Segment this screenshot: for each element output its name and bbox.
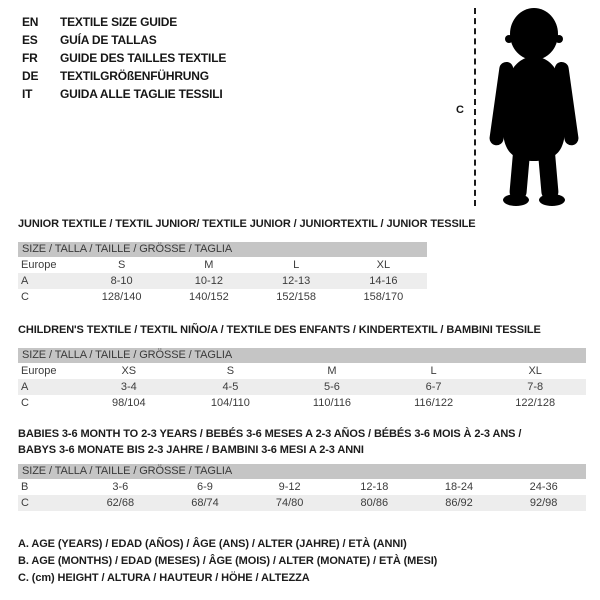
note-age-months: B. AGE (MONTHS) / EDAD (MESES) / ÂGE (MOIS) / ALTER (MONATE) / ETÀ (MESI) bbox=[18, 555, 438, 567]
language-title: GUÍA DE TALLAS bbox=[60, 33, 157, 47]
size-cell: 7-8 bbox=[527, 381, 544, 393]
size-cell: 6-7 bbox=[425, 381, 442, 393]
language-title: GUIDE DES TAILLES TEXTILE bbox=[60, 51, 227, 65]
height-measure-line bbox=[474, 8, 476, 206]
language-code: DE bbox=[22, 69, 39, 83]
babies-textile-section bbox=[18, 426, 586, 511]
row-label: C bbox=[21, 291, 29, 303]
language-guide bbox=[22, 13, 226, 103]
size-cell: 152/158 bbox=[276, 291, 316, 303]
language-row bbox=[22, 67, 226, 85]
section-title: BABIES 3-6 MONTH TO 2-3 YEARS / BEBÉS 3-6 MESES A 2-3 AÑOS / BÉBÉS 3-6 MOIS À 2-3 ANS / bbox=[18, 428, 522, 440]
size-cell: S bbox=[117, 259, 126, 271]
size-cell: M bbox=[327, 365, 337, 377]
size-cell: 3-6 bbox=[112, 481, 129, 493]
size-cell: 158/170 bbox=[363, 291, 404, 303]
size-cell: 9-12 bbox=[278, 481, 301, 493]
size-cell: 98/104 bbox=[111, 397, 146, 409]
size-cell: L bbox=[430, 365, 437, 377]
size-cell: 62/68 bbox=[106, 497, 135, 509]
size-cell: 140/152 bbox=[188, 291, 229, 303]
section-title: JUNIOR TEXTILE / TEXTIL JUNIOR/ TEXTILE JUNIOR / JUNIORTEXTIL / JUNIOR TESSILE bbox=[18, 218, 476, 230]
table-row bbox=[18, 495, 586, 511]
size-cell: 8-10 bbox=[110, 275, 133, 287]
size-cell: 24-36 bbox=[529, 481, 558, 493]
size-cell: 86/92 bbox=[445, 497, 473, 509]
size-cell: 110/116 bbox=[312, 397, 352, 409]
table-row bbox=[18, 479, 586, 495]
language-title: TEXTILGRÖßENFÜHRUNG bbox=[60, 69, 209, 83]
table-row bbox=[18, 273, 427, 289]
note-age-years: A. AGE (YEARS) / EDAD (AÑOS) / ÂGE (ANS) / ALTER (JAHRE) / ETÀ (ANNI) bbox=[18, 538, 407, 550]
size-cell: 10-12 bbox=[194, 275, 223, 287]
size-header-bar: SIZE / TALLA / TAILLE / GRÖSSE / TAGLIA bbox=[18, 242, 427, 257]
language-row bbox=[22, 85, 226, 103]
language-code: ES bbox=[22, 33, 38, 47]
size-cell: 74/80 bbox=[275, 497, 304, 509]
size-cell: 116/122 bbox=[414, 397, 454, 409]
size-cell: 128/140 bbox=[101, 291, 142, 303]
size-cell: XS bbox=[121, 365, 137, 377]
table-row bbox=[18, 257, 427, 273]
language-row bbox=[22, 49, 226, 67]
note-height-cm: C. (cm) HEIGHT / ALTURA / HAUTEUR / HÖHE / ALTEZZA bbox=[18, 572, 310, 584]
row-label: B bbox=[21, 481, 29, 493]
section-title: BABYS 3-6 MONATE BIS 2-3 JAHRE / BAMBINI 3-6 MESI A 2-3 ANNI bbox=[18, 444, 364, 456]
language-code: IT bbox=[22, 87, 33, 101]
size-cell: 6-9 bbox=[197, 481, 213, 493]
row-label: A bbox=[21, 275, 29, 287]
babies-size-table bbox=[18, 464, 586, 511]
table-row bbox=[18, 363, 586, 379]
language-title: GUIDA ALLE TAGLIE TESSILI bbox=[60, 87, 223, 101]
table-row bbox=[18, 289, 427, 305]
row-label: C bbox=[21, 397, 29, 409]
row-label: A bbox=[21, 381, 29, 393]
childrens-size-table bbox=[18, 348, 586, 411]
size-cell: S bbox=[226, 365, 235, 377]
language-row bbox=[22, 13, 226, 31]
size-cell: 80/86 bbox=[360, 497, 389, 509]
language-code: EN bbox=[22, 15, 39, 29]
row-label: Europe bbox=[21, 259, 57, 271]
size-cell: 5-6 bbox=[324, 381, 340, 393]
language-title: TEXTILE SIZE GUIDE bbox=[60, 15, 178, 29]
size-header-bar: SIZE / TALLA / TAILLE / GRÖSSE / TAGLIA bbox=[18, 464, 586, 479]
size-cell: XL bbox=[376, 259, 391, 271]
size-cell: 68/74 bbox=[191, 497, 219, 509]
height-measure-label: C bbox=[456, 104, 464, 116]
row-label: C bbox=[21, 497, 29, 509]
size-cell: 92/98 bbox=[529, 497, 558, 509]
size-cell: 14-16 bbox=[369, 275, 398, 287]
size-cell: 12-18 bbox=[360, 481, 389, 493]
size-cell: L bbox=[293, 259, 300, 271]
row-label: Europe bbox=[21, 365, 57, 377]
size-cell: 18-24 bbox=[444, 481, 474, 493]
table-row bbox=[18, 379, 586, 395]
size-cell: 3-4 bbox=[120, 381, 137, 393]
size-cell: M bbox=[204, 259, 214, 271]
junior-textile-section bbox=[18, 216, 476, 305]
toddler-silhouette-icon bbox=[482, 6, 586, 208]
junior-size-table bbox=[18, 242, 427, 305]
size-cell: 104/110 bbox=[210, 397, 250, 409]
size-cell: 4-5 bbox=[222, 381, 239, 393]
section-title: CHILDREN'S TEXTILE / TEXTIL NIÑO/A / TEXTILE DES ENFANTS / KINDERTEXTIL / BAMBINI TESSILE bbox=[18, 324, 541, 336]
size-cell: 122/128 bbox=[515, 397, 556, 409]
size-cell: XL bbox=[528, 365, 542, 377]
language-row bbox=[22, 31, 226, 49]
size-cell: 12-13 bbox=[282, 275, 311, 287]
language-code: FR bbox=[22, 51, 38, 65]
size-header-bar: SIZE / TALLA / TAILLE / GRÖSSE / TAGLIA bbox=[18, 348, 586, 363]
legend-notes bbox=[18, 536, 437, 587]
table-row bbox=[18, 395, 586, 411]
childrens-textile-section bbox=[18, 322, 586, 411]
